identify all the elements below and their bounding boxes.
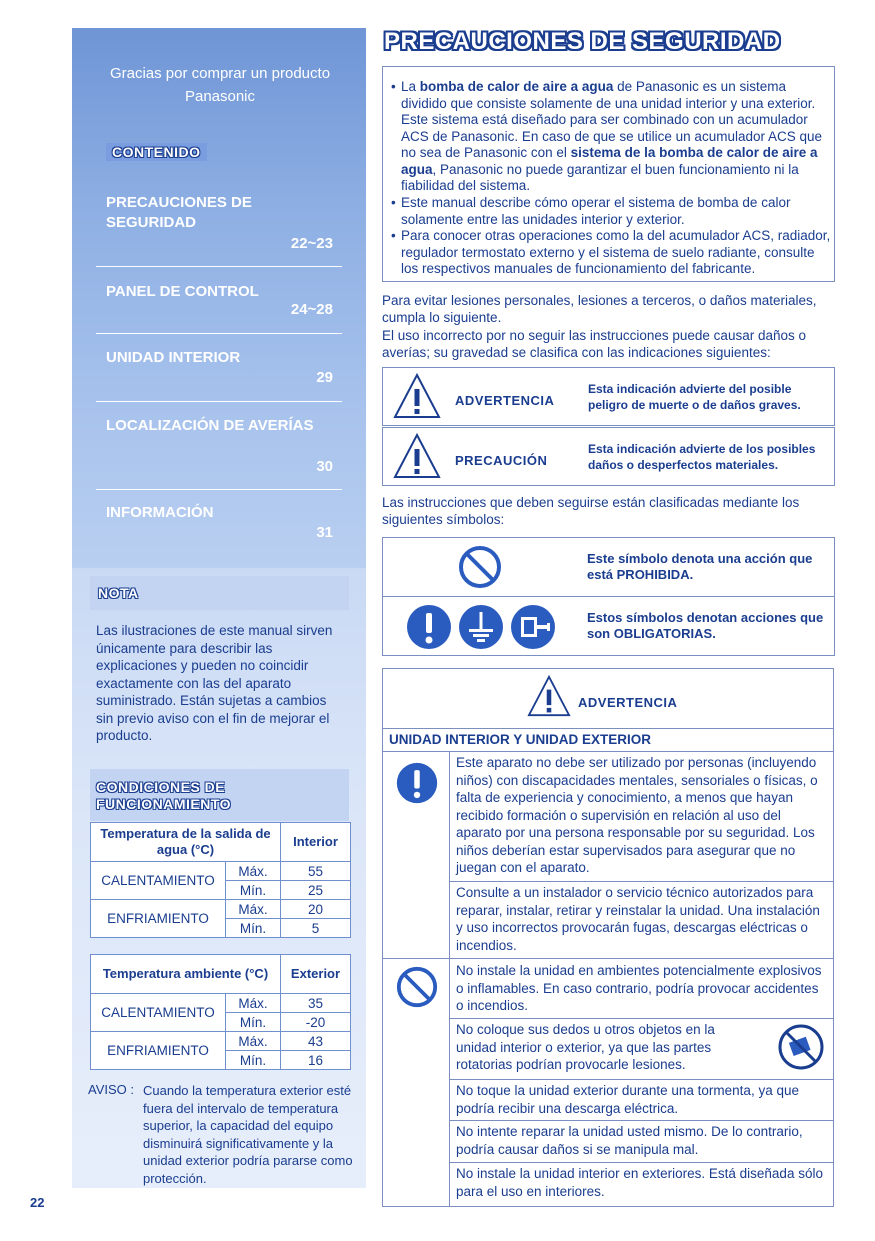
note-band bbox=[90, 576, 349, 610]
toc-item-troubleshooting[interactable]: LOCALIZACIÓN DE AVERÍAS bbox=[106, 417, 314, 434]
toc-item-information[interactable]: INFORMACIÓN bbox=[106, 504, 214, 521]
intro-paragraph-2: El uso incorrecto por no seguir las instrucciones puede causar daños o averías; su gravedad se clasifica con las indicaciones siguientes: bbox=[382, 328, 806, 360]
mandatory-exclamation-icon bbox=[395, 761, 439, 805]
ground-icon bbox=[457, 603, 505, 651]
water-temp-table bbox=[90, 822, 351, 938]
table-cell-min: 25 bbox=[281, 881, 351, 900]
toc-page-information: 31 bbox=[316, 524, 333, 541]
thanks-message: Gracias por comprar un producto Panasonic bbox=[109, 65, 331, 105]
prohibited-symbol-box bbox=[382, 537, 835, 597]
table-cell-max-label: Máx. bbox=[226, 862, 281, 881]
no-fingers-icon bbox=[777, 1023, 825, 1071]
intro-paragraph-1: Para evitar lesiones personales, lesiones a terceros, o daños materiales, cumpla lo siguiente. bbox=[382, 293, 817, 325]
prohibited-icon bbox=[457, 544, 503, 590]
warning-item: No instale la unidad en ambientes potencialmente explosivos o inflamables. En caso contrario, podría provocar accidentes o incendios. bbox=[456, 963, 822, 1013]
toc-divider bbox=[96, 333, 342, 334]
warning-item: No instale la unidad interior en exteriores. Está diseñada sólo para el uso en interiores. bbox=[456, 1166, 823, 1199]
note-title: NOTA bbox=[98, 585, 139, 601]
table-cell-max: 35 bbox=[281, 994, 351, 1013]
unplug-icon bbox=[509, 603, 557, 651]
mandatory-exclamation-icon bbox=[405, 603, 453, 651]
toc-divider bbox=[96, 266, 342, 267]
contents-heading bbox=[106, 144, 207, 162]
aviso-text: Cuando la temperatura exterior esté fuera del intervalo de temperatura superior, la capacidad del equipo disminuirá significativamente y la unidad exterior podría pararse como protección. bbox=[143, 1083, 353, 1186]
table-cell-min-label: Mín. bbox=[226, 1013, 281, 1032]
warning-table-title: ADVERTENCIA bbox=[578, 695, 678, 710]
prohibited-symbol-desc: Este símbolo denota una acción que está PROHIBIDA. bbox=[587, 551, 813, 582]
toc-divider bbox=[96, 489, 342, 490]
caution-triangle-icon bbox=[393, 432, 441, 480]
caution-level-desc: Esta indicación advierte de los posibles daños o desperfectos materiales. bbox=[588, 442, 816, 472]
table-cell-mode: ENFRIAMIENTO bbox=[91, 900, 226, 938]
ambient-table-header: Temperatura ambiente (°C) bbox=[91, 955, 281, 994]
prohibited-icon bbox=[395, 965, 439, 1009]
mandatory-symbol-desc: Estos símbolos denotan acciones que son OBLIGATORIAS. bbox=[587, 610, 824, 641]
water-table-header: Temperatura de la salida de agua (°C) bbox=[91, 823, 281, 862]
table-cell-mode: CALENTAMIENTO bbox=[91, 994, 226, 1032]
warning-level-name: ADVERTENCIA bbox=[455, 393, 555, 408]
warning-triangle-icon bbox=[527, 675, 571, 717]
table-cell-min-label: Mín. bbox=[226, 919, 281, 938]
page-number: 22 bbox=[30, 1195, 45, 1210]
table-cell-max: 43 bbox=[281, 1032, 351, 1051]
toc-page-indoor-unit: 29 bbox=[316, 369, 333, 386]
warning-item: No toque la unidad exterior durante una tormenta, ya que podría recibir una descarga eléctrica. bbox=[456, 1083, 799, 1116]
toc-item-control-panel[interactable]: PANEL DE CONTROL bbox=[106, 283, 259, 300]
water-table-col: Interior bbox=[281, 823, 351, 862]
symbols-paragraph: Las instrucciones que deben seguirse están clasificadas mediante los siguientes símbolos: bbox=[382, 495, 800, 527]
toc-page-control-panel: 24~28 bbox=[290, 301, 333, 318]
contents-title: CONTENIDO bbox=[106, 143, 207, 161]
intro-bullet-3: • Para conocer otras operaciones como la del acumulador ACS, radiador, regulador termostato externo y el sistema de suelo radiante, consulte los respectivos manuales de funcionamiento del fabricante. bbox=[391, 228, 831, 278]
toc-divider bbox=[96, 401, 342, 402]
table-cell-mode: CALENTAMIENTO bbox=[91, 862, 226, 900]
conditions-band bbox=[90, 769, 349, 821]
warning-level-desc: Esta indicación advierte del posible peligro de muerte o de daños graves. bbox=[588, 382, 801, 412]
ambient-table-col: Exterior bbox=[281, 955, 351, 994]
table-cell-max: 55 bbox=[281, 862, 351, 881]
table-cell-max-label: Máx. bbox=[226, 900, 281, 919]
warning-triangle-icon bbox=[393, 372, 441, 420]
toc-item-safety[interactable]: PRECAUCIONES DE SEGURIDAD bbox=[106, 194, 252, 231]
intro-bullet-1: • La bomba de calor de aire a agua de Panasonic es un sistema dividido que consiste solamente de una unidad interior y una exterior. Este sistema está diseñado para ser combinado con un acumulador ACS de Panasonic. En caso de que se utilice un acumulador ACS que no sea de Panasonic con el sistema de la bomba de calor de aire a agua, Panasonic no puede garantizar el buen funcionamiento ni la fiabilidad del sistema. bbox=[391, 79, 831, 195]
toc-page-troubleshooting: 30 bbox=[316, 458, 333, 475]
ambient-temp-table bbox=[90, 954, 351, 1070]
table-cell-mode: ENFRIAMIENTO bbox=[91, 1032, 226, 1070]
warning-item: No coloque sus dedos u otros objetos en la unidad interior o exterior, ya que las partes rotatorias podrían provocarle lesiones. bbox=[456, 1022, 715, 1072]
warning-item: Consulte a un instalador o servicio técnico autorizados para reparar, instalar, retirar y reinstalar la unidad. Una instalación y uso incorrectos provocarán fugas, descargas eléctricas o incendios. bbox=[456, 885, 820, 953]
toc-item-indoor-unit[interactable]: UNIDAD INTERIOR bbox=[106, 349, 241, 366]
warning-item: No intente reparar la unidad usted mismo. De lo contrario, podría causar daños si se manipula mal. bbox=[456, 1124, 803, 1157]
warning-table-subtitle: UNIDAD INTERIOR Y UNIDAD EXTERIOR bbox=[389, 732, 652, 747]
caution-level-box bbox=[382, 427, 835, 486]
warning-item: Este aparato no debe ser utilizado por personas (incluyendo niños) con discapacidades mentales, sensoriales o físicas, o falta de experiencia y conocimiento, a menos que hayan recibido formación o supervisión en relación al uso del aparato por una persona responsable por su seguridad. Los niños deberían estar supervisados para asegurar que no juegan con el aparato. bbox=[456, 755, 818, 875]
intro-box bbox=[382, 66, 835, 282]
toc-page-safety: 22~23 bbox=[290, 235, 333, 252]
warning-level-box bbox=[382, 367, 835, 426]
table-cell-min: 16 bbox=[281, 1051, 351, 1070]
table-cell-min-label: Mín. bbox=[226, 881, 281, 900]
aviso-label: AVISO : bbox=[88, 1082, 134, 1097]
table-cell-min: -20 bbox=[281, 1013, 351, 1032]
conditions-title-2: FUNCIONAMIENTO bbox=[96, 796, 232, 812]
caution-level-name: PRECAUCIÓN bbox=[455, 453, 548, 468]
intro-bullet-2: • Este manual describe cómo operar el sistema de bomba de calor solamente entre las unidades interior y exterior. bbox=[391, 195, 831, 228]
table-cell-min-label: Mín. bbox=[226, 1051, 281, 1070]
note-text: Las ilustraciones de este manual sirven únicamente para describir las explicaciones y pueden no coincidir exactamente con las del aparato suministrado. Están sujetas a cambios sin previo aviso con el fin de mejorar el producto. bbox=[96, 623, 333, 743]
table-cell-min: 5 bbox=[281, 919, 351, 938]
page-title: PRECAUCIONES DE SEGURIDAD bbox=[384, 28, 781, 55]
table-cell-max-label: Máx. bbox=[226, 1032, 281, 1051]
table-cell-max: 20 bbox=[281, 900, 351, 919]
mandatory-symbol-box bbox=[382, 596, 835, 656]
table-cell-max-label: Máx. bbox=[226, 994, 281, 1013]
conditions-title-1: CONDICIONES DE bbox=[96, 779, 226, 795]
warning-table bbox=[382, 668, 834, 1207]
